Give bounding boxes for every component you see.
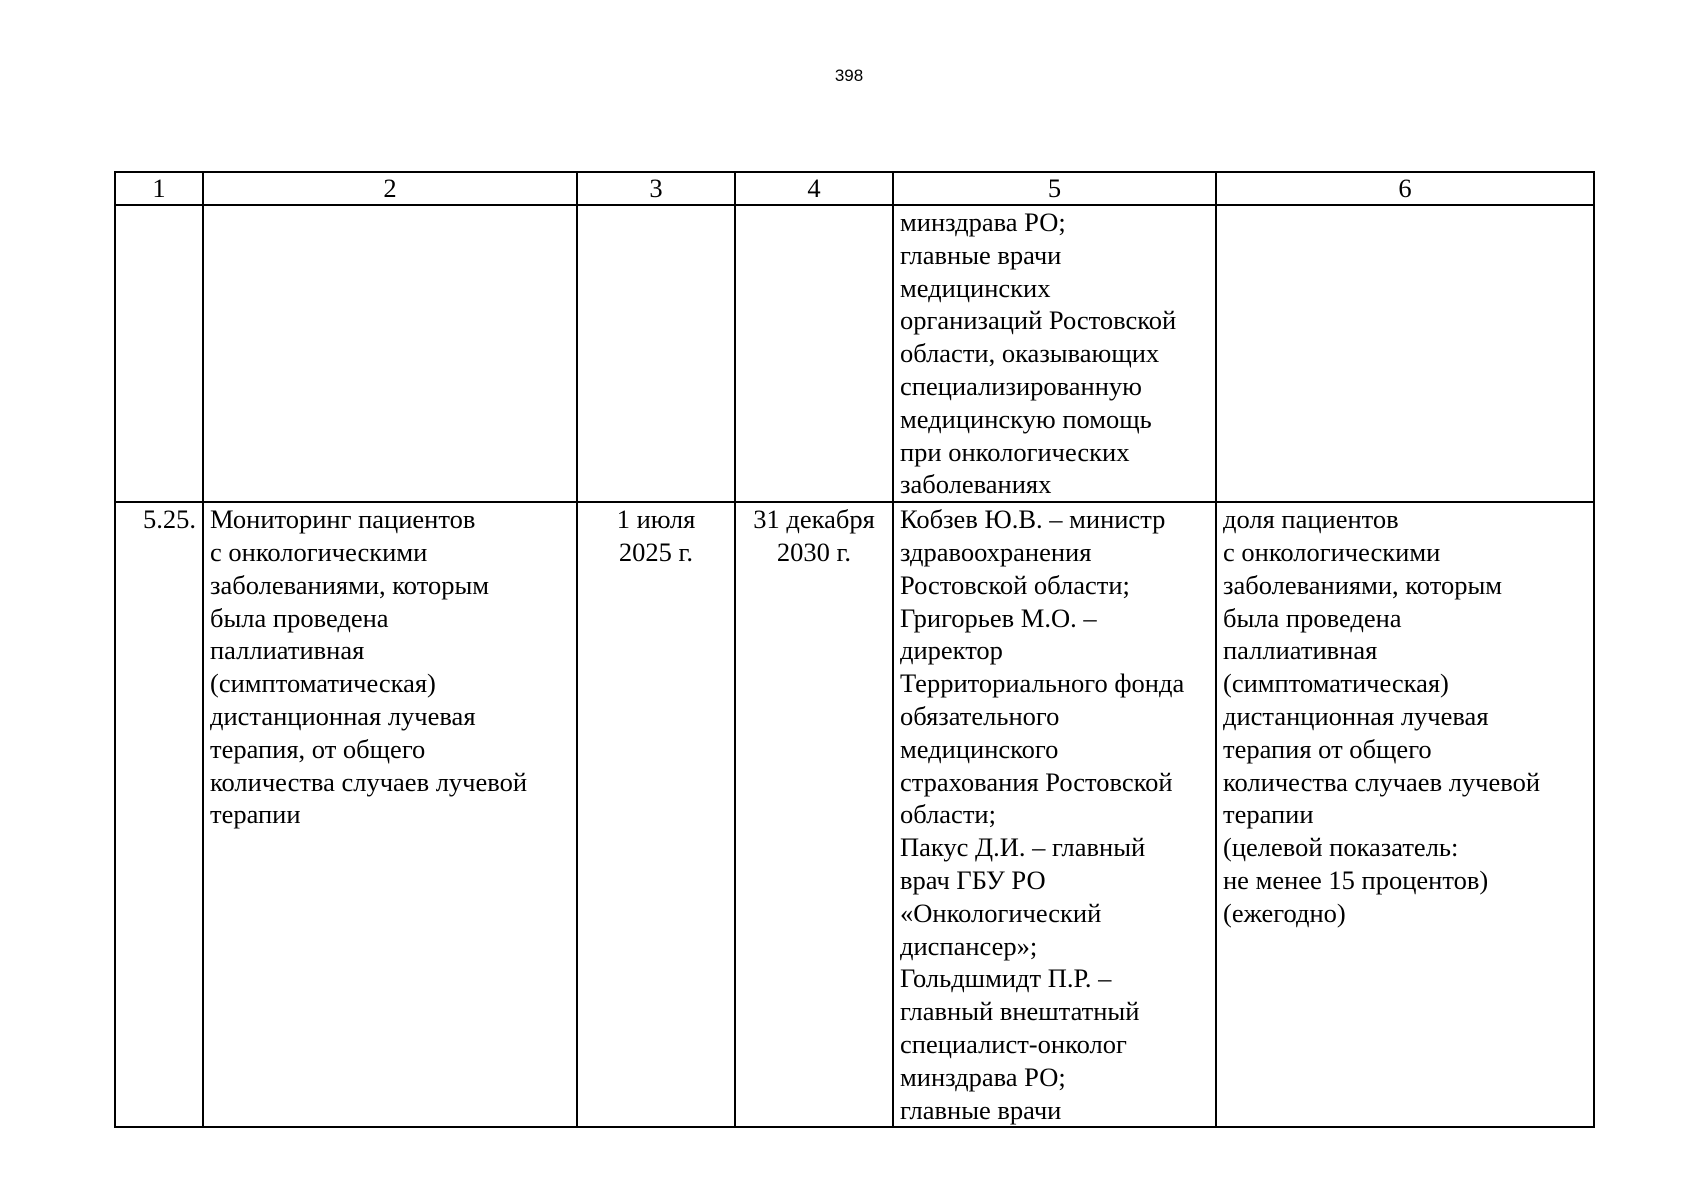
cell-text-line: «Онкологический	[900, 897, 1102, 928]
cell-text-line: (симптоматическая)	[210, 668, 436, 699]
cell-col-6	[1216, 205, 1594, 502]
header-col-6: 6	[1216, 172, 1594, 205]
cell-text-line: Пакус Д.И. – главный	[900, 832, 1146, 863]
cell-text-line: терапии	[210, 799, 301, 830]
cell-text-line: заболеваниями, которым	[210, 569, 490, 600]
header-col-4: 4	[735, 172, 893, 205]
cell-text-line: дистанционная лучевая	[210, 700, 476, 731]
cell-text-line: заболеваниях	[900, 469, 1052, 500]
cell-col-3	[577, 205, 735, 502]
cell-text-line: количества случаев лучевой	[1223, 766, 1541, 797]
cell-responsible	[893, 502, 1216, 1127]
cell-text-line: области, оказывающих	[900, 338, 1160, 369]
cell-text-line: доля пациентов	[1223, 504, 1399, 535]
header-row	[115, 172, 1594, 205]
cell-text-line: была проведена	[210, 602, 389, 633]
cell-text-line: Гольдшмидт П.Р. –	[900, 963, 1112, 994]
cell-text-line: главный внештатный	[900, 996, 1140, 1027]
cell-start-date	[577, 502, 735, 1127]
cell-responsible	[893, 205, 1216, 502]
cell-text-line: с онкологическими	[210, 536, 428, 567]
cell-text-line: паллиативная	[210, 635, 365, 666]
header-col-3: 3	[577, 172, 735, 205]
cell-text-line: была проведена	[1223, 602, 1402, 633]
cell-indicator	[1216, 502, 1594, 1127]
cell-text-line: с онкологическими	[1223, 536, 1441, 567]
cell-text-line: главные врачи	[900, 1094, 1062, 1125]
cell-text-line: медицинского	[900, 733, 1059, 764]
cell-text-line: специализированную	[900, 370, 1142, 401]
cell-text-line: терапия от общего	[1223, 733, 1432, 764]
page-number: 398	[834, 66, 864, 85]
cell-text-line: паллиативная	[1223, 635, 1378, 666]
cell-text-line: директор	[900, 635, 1003, 666]
cell-end-date	[735, 502, 893, 1127]
cell-col-2	[203, 205, 577, 502]
cell-text-line: главные врачи	[900, 239, 1062, 270]
cell-text-line: минздрава РО;	[900, 1061, 1066, 1092]
cell-text-line: Мониторинг пациентов	[210, 504, 476, 535]
cell-text-line: дистанционная лучевая	[1223, 700, 1489, 731]
cell-text-line: 2025 г.	[618, 536, 694, 567]
cell-text-line: минздрава РО;	[900, 207, 1066, 237]
cell-text-line: (симптоматическая)	[1223, 668, 1449, 699]
cell-text-line: организаций Ростовской	[900, 305, 1177, 336]
cell-text-line: здравоохранения	[900, 536, 1092, 567]
header-col-2: 2	[203, 172, 577, 205]
cell-col-1	[115, 205, 203, 502]
cell-text-line: специалист-онколог	[900, 1028, 1127, 1059]
cell-text-line: 2030 г.	[776, 536, 852, 567]
cell-text-line: не менее 15 процентов)	[1223, 864, 1489, 895]
cell-activity	[203, 502, 577, 1127]
cell-text-line: Территориального фонда	[900, 668, 1185, 699]
cell-text-line: количества случаев лучевой	[210, 766, 528, 797]
table-row-continued	[115, 205, 1594, 502]
cell-text-line: 31 декабря	[753, 504, 875, 535]
cell-text-line: 1 июля	[616, 504, 696, 535]
cell-text-line: Григорьев М.О. –	[900, 602, 1097, 633]
cell-text-line: (целевой показатель:	[1223, 832, 1459, 863]
cell-text-line: Ростовской области;	[900, 569, 1130, 600]
cell-col-4	[735, 205, 893, 502]
cell-text-line: при онкологических	[900, 436, 1130, 467]
cell-text-line: области;	[900, 799, 996, 830]
cell-item-number: 5.25.	[115, 502, 203, 1127]
cell-text-line: медицинских	[900, 272, 1051, 303]
header-col-1: 1	[115, 172, 203, 205]
cell-text-line: диспансер»;	[900, 930, 1038, 961]
table-row-5-25	[115, 502, 1594, 1127]
header-col-5: 5	[893, 172, 1216, 205]
cell-text-line: медицинскую помощь	[900, 403, 1152, 434]
plan-table	[114, 171, 1595, 1128]
cell-text-line: заболеваниями, которым	[1223, 569, 1503, 600]
cell-text-line: терапия, от общего	[210, 733, 426, 764]
cell-text-line: Кобзев Ю.В. – министр	[900, 504, 1166, 535]
cell-text-line: терапии	[1223, 799, 1314, 830]
cell-text-line: обязательного	[900, 700, 1060, 731]
cell-text-line: страхования Ростовской	[900, 766, 1173, 797]
cell-text-line: врач ГБУ РО	[900, 864, 1046, 895]
cell-text-line: (ежегодно)	[1223, 897, 1346, 928]
